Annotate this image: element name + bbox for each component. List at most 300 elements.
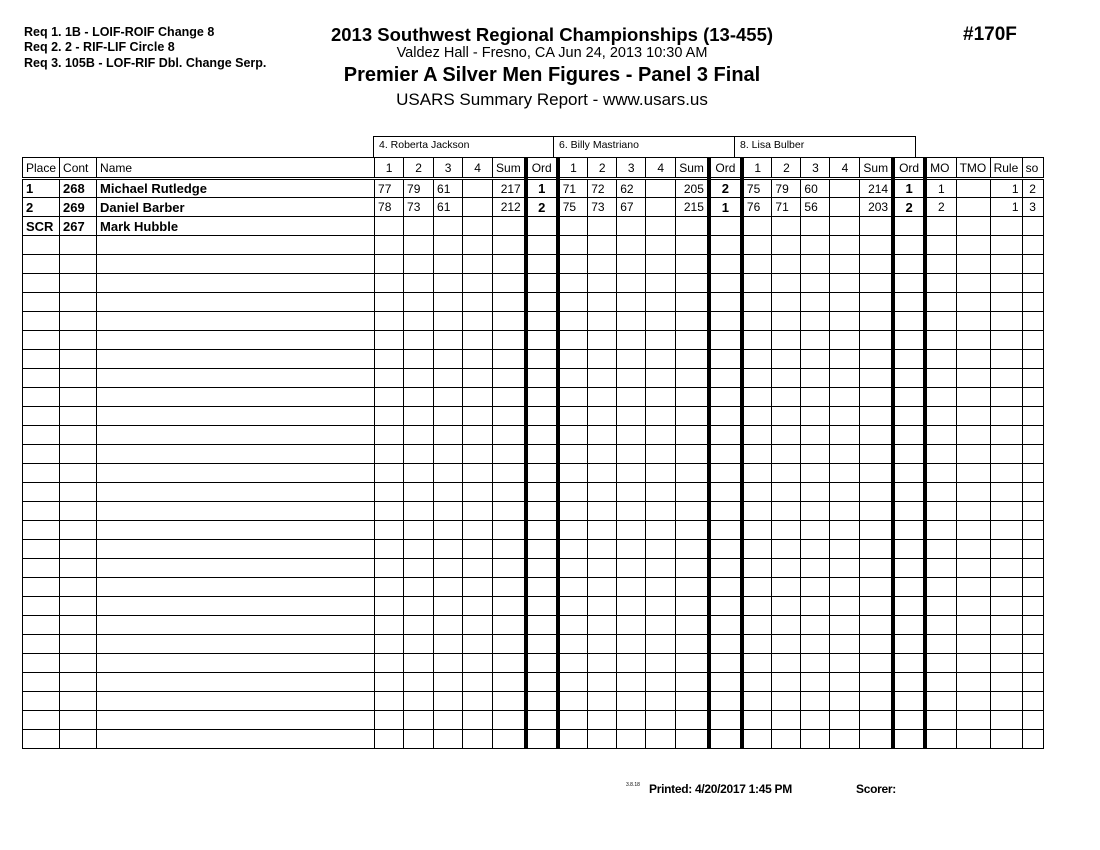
- empty-cell: [893, 255, 925, 274]
- empty-cell: [588, 255, 617, 274]
- empty-cell: [860, 711, 893, 730]
- empty-cell: [772, 597, 801, 616]
- score-3-cell: [434, 217, 463, 236]
- empty-cell: [709, 692, 742, 711]
- empty-cell: [646, 388, 676, 407]
- empty-cell: [558, 369, 588, 388]
- empty-cell: [97, 407, 375, 426]
- empty-cell: [801, 540, 830, 559]
- empty-cell: [676, 312, 709, 331]
- empty-cell: [801, 692, 830, 711]
- empty-row: [23, 312, 1044, 331]
- empty-cell: [463, 578, 493, 597]
- empty-cell: [830, 635, 860, 654]
- empty-cell: [956, 578, 990, 597]
- empty-cell: [1022, 236, 1043, 255]
- empty-cell: [801, 293, 830, 312]
- empty-cell: [375, 407, 404, 426]
- empty-cell: [801, 236, 830, 255]
- empty-cell: [830, 521, 860, 540]
- empty-cell: [588, 312, 617, 331]
- empty-cell: [956, 616, 990, 635]
- empty-cell: [375, 635, 404, 654]
- empty-cell: [742, 312, 772, 331]
- venue-line: Valdez Hall - Fresno, CA Jun 24, 2013 10:30 AM: [396, 45, 708, 61]
- empty-cell: [558, 711, 588, 730]
- empty-cell: [617, 673, 646, 692]
- empty-cell: [463, 540, 493, 559]
- empty-row: [23, 445, 1044, 464]
- col-j3-ord: Ord: [893, 158, 925, 179]
- empty-cell: [990, 502, 1022, 521]
- empty-cell: [23, 331, 60, 350]
- empty-cell: [97, 578, 375, 597]
- event-number: #170F: [963, 24, 1017, 45]
- empty-cell: [772, 711, 801, 730]
- empty-cell: [893, 426, 925, 445]
- empty-cell: [97, 331, 375, 350]
- empty-cell: [801, 711, 830, 730]
- empty-cell: [772, 483, 801, 502]
- empty-cell: [493, 673, 526, 692]
- empty-cell: [97, 502, 375, 521]
- empty-cell: [742, 369, 772, 388]
- empty-cell: [404, 445, 434, 464]
- empty-cell: [97, 293, 375, 312]
- empty-cell: [588, 483, 617, 502]
- empty-cell: [526, 464, 558, 483]
- empty-cell: [646, 635, 676, 654]
- ord-cell: [526, 217, 558, 236]
- empty-cell: [60, 407, 97, 426]
- empty-cell: [646, 559, 676, 578]
- empty-cell: [742, 559, 772, 578]
- empty-cell: [676, 502, 709, 521]
- empty-cell: [646, 236, 676, 255]
- empty-cell: [801, 464, 830, 483]
- empty-cell: [463, 692, 493, 711]
- empty-cell: [60, 312, 97, 331]
- empty-cell: [617, 483, 646, 502]
- empty-cell: [830, 483, 860, 502]
- empty-cell: [860, 521, 893, 540]
- empty-cell: [23, 559, 60, 578]
- empty-cell: [526, 540, 558, 559]
- empty-cell: [860, 464, 893, 483]
- score-1-cell: 75: [558, 198, 588, 217]
- empty-cell: [23, 464, 60, 483]
- empty-cell: [617, 692, 646, 711]
- empty-row: [23, 464, 1044, 483]
- empty-cell: [990, 711, 1022, 730]
- empty-cell: [1022, 293, 1043, 312]
- col-j2-4: 4: [646, 158, 676, 179]
- empty-cell: [801, 635, 830, 654]
- empty-cell: [990, 445, 1022, 464]
- empty-cell: [990, 312, 1022, 331]
- empty-cell: [956, 730, 990, 749]
- empty-cell: [588, 559, 617, 578]
- empty-cell: [860, 407, 893, 426]
- empty-cell: [1022, 692, 1043, 711]
- empty-cell: [772, 654, 801, 673]
- empty-cell: [404, 407, 434, 426]
- empty-cell: [23, 388, 60, 407]
- empty-cell: [558, 540, 588, 559]
- empty-cell: [646, 673, 676, 692]
- empty-cell: [676, 274, 709, 293]
- empty-cell: [617, 274, 646, 293]
- empty-row: [23, 407, 1044, 426]
- so-cell: [1022, 217, 1043, 236]
- score-4-cell: [830, 217, 860, 236]
- empty-cell: [375, 616, 404, 635]
- empty-cell: [925, 236, 956, 255]
- empty-cell: [676, 559, 709, 578]
- empty-cell: [617, 464, 646, 483]
- empty-cell: [925, 369, 956, 388]
- empty-cell: [990, 730, 1022, 749]
- empty-cell: [676, 350, 709, 369]
- empty-cell: [558, 331, 588, 350]
- judge-name: 4. Roberta Jackson: [379, 139, 470, 151]
- empty-cell: [925, 635, 956, 654]
- empty-cell: [404, 331, 434, 350]
- empty-cell: [709, 540, 742, 559]
- empty-cell: [925, 521, 956, 540]
- empty-cell: [60, 654, 97, 673]
- empty-cell: [772, 464, 801, 483]
- empty-cell: [526, 407, 558, 426]
- empty-cell: [860, 578, 893, 597]
- empty-cell: [801, 407, 830, 426]
- empty-cell: [709, 654, 742, 673]
- empty-cell: [493, 597, 526, 616]
- empty-cell: [463, 255, 493, 274]
- empty-cell: [990, 331, 1022, 350]
- empty-cell: [526, 578, 558, 597]
- empty-cell: [493, 369, 526, 388]
- empty-cell: [956, 540, 990, 559]
- empty-cell: [558, 673, 588, 692]
- empty-cell: [830, 236, 860, 255]
- empty-cell: [709, 274, 742, 293]
- empty-cell: [990, 616, 1022, 635]
- empty-cell: [404, 635, 434, 654]
- empty-cell: [1022, 407, 1043, 426]
- empty-cell: [375, 312, 404, 331]
- empty-cell: [772, 255, 801, 274]
- event-title: Premier A Silver Men Figures - Panel 3 Final: [343, 64, 761, 86]
- empty-cell: [463, 369, 493, 388]
- name-cell: Daniel Barber: [97, 198, 375, 217]
- empty-cell: [23, 350, 60, 369]
- score-1-cell: [375, 217, 404, 236]
- empty-cell: [990, 597, 1022, 616]
- empty-cell: [375, 388, 404, 407]
- empty-cell: [860, 388, 893, 407]
- empty-cell: [990, 673, 1022, 692]
- empty-cell: [60, 445, 97, 464]
- empty-cell: [558, 293, 588, 312]
- empty-cell: [434, 255, 463, 274]
- score-3-cell: [801, 217, 830, 236]
- empty-cell: [588, 464, 617, 483]
- empty-cell: [801, 521, 830, 540]
- empty-cell: [493, 502, 526, 521]
- empty-cell: [830, 578, 860, 597]
- empty-cell: [463, 730, 493, 749]
- empty-cell: [925, 407, 956, 426]
- empty-cell: [742, 616, 772, 635]
- requirement-3: Req 3. 105B - LOF-RIF Dbl. Change Serp.: [24, 56, 267, 70]
- empty-cell: [772, 426, 801, 445]
- empty-cell: [404, 293, 434, 312]
- empty-cell: [375, 654, 404, 673]
- empty-cell: [772, 730, 801, 749]
- judge-header-1: [373, 136, 554, 157]
- empty-cell: [893, 730, 925, 749]
- so-cell: 3: [1022, 198, 1043, 217]
- empty-cell: [925, 350, 956, 369]
- empty-cell: [772, 293, 801, 312]
- empty-cell: [860, 350, 893, 369]
- place-cell: SCR: [23, 217, 60, 236]
- empty-cell: [60, 578, 97, 597]
- empty-cell: [830, 331, 860, 350]
- ord-cell: [709, 217, 742, 236]
- empty-cell: [676, 255, 709, 274]
- empty-cell: [1022, 559, 1043, 578]
- empty-cell: [558, 483, 588, 502]
- empty-cell: [742, 293, 772, 312]
- empty-cell: [97, 673, 375, 692]
- empty-cell: [830, 255, 860, 274]
- empty-cell: [860, 654, 893, 673]
- score-3-cell: 62: [617, 179, 646, 198]
- score-3-cell: 60: [801, 179, 830, 198]
- empty-cell: [956, 331, 990, 350]
- empty-cell: [404, 521, 434, 540]
- empty-cell: [1022, 445, 1043, 464]
- empty-cell: [404, 274, 434, 293]
- empty-cell: [956, 635, 990, 654]
- empty-cell: [925, 483, 956, 502]
- mo-cell: 1: [925, 179, 956, 198]
- empty-cell: [526, 369, 558, 388]
- empty-cell: [646, 578, 676, 597]
- empty-row: [23, 502, 1044, 521]
- empty-cell: [60, 464, 97, 483]
- empty-cell: [742, 236, 772, 255]
- empty-cell: [676, 578, 709, 597]
- empty-cell: [493, 540, 526, 559]
- empty-cell: [23, 502, 60, 521]
- empty-cell: [434, 464, 463, 483]
- empty-cell: [588, 692, 617, 711]
- empty-cell: [375, 369, 404, 388]
- empty-cell: [925, 559, 956, 578]
- score-3-cell: [617, 217, 646, 236]
- empty-cell: [860, 597, 893, 616]
- empty-cell: [558, 274, 588, 293]
- empty-cell: [772, 521, 801, 540]
- empty-cell: [588, 616, 617, 635]
- requirement-1: Req 1. 1B - LOIF-ROIF Change 8: [24, 25, 215, 39]
- empty-cell: [772, 616, 801, 635]
- empty-cell: [676, 445, 709, 464]
- empty-cell: [493, 331, 526, 350]
- judge-header-2: [553, 136, 735, 157]
- empty-cell: [375, 578, 404, 597]
- empty-cell: [709, 293, 742, 312]
- empty-cell: [463, 711, 493, 730]
- requirement-2: Req 2. 2 - RIF-LIF Circle 8: [24, 40, 175, 54]
- empty-cell: [646, 502, 676, 521]
- tmo-cell: [956, 179, 990, 198]
- empty-cell: [956, 350, 990, 369]
- empty-cell: [956, 369, 990, 388]
- empty-cell: [526, 483, 558, 502]
- empty-cell: [772, 635, 801, 654]
- empty-cell: [558, 635, 588, 654]
- empty-cell: [1022, 255, 1043, 274]
- empty-cell: [801, 312, 830, 331]
- empty-row: [23, 293, 1044, 312]
- empty-row: [23, 578, 1044, 597]
- empty-cell: [1022, 578, 1043, 597]
- empty-cell: [990, 578, 1022, 597]
- empty-row: [23, 730, 1044, 749]
- empty-cell: [375, 331, 404, 350]
- empty-cell: [558, 502, 588, 521]
- empty-cell: [463, 426, 493, 445]
- empty-row: [23, 711, 1044, 730]
- empty-cell: [742, 597, 772, 616]
- col-j2-ord: Ord: [709, 158, 742, 179]
- col-j1-sum: Sum: [493, 158, 526, 179]
- score-2-cell: 72: [588, 179, 617, 198]
- empty-cell: [60, 388, 97, 407]
- place-cell: 1: [23, 179, 60, 198]
- empty-cell: [617, 654, 646, 673]
- empty-cell: [1022, 616, 1043, 635]
- empty-row: [23, 521, 1044, 540]
- empty-cell: [60, 255, 97, 274]
- empty-cell: [558, 597, 588, 616]
- empty-cell: [709, 673, 742, 692]
- empty-cell: [526, 711, 558, 730]
- score-1-cell: 75: [742, 179, 772, 198]
- empty-cell: [375, 483, 404, 502]
- report-title: USARS Summary Report - www.usars.us: [396, 90, 708, 109]
- empty-cell: [404, 616, 434, 635]
- empty-cell: [646, 597, 676, 616]
- empty-cell: [60, 426, 97, 445]
- empty-cell: [893, 236, 925, 255]
- empty-cell: [956, 559, 990, 578]
- empty-cell: [558, 521, 588, 540]
- empty-cell: [375, 521, 404, 540]
- name-cell: Michael Rutledge: [97, 179, 375, 198]
- empty-cell: [493, 350, 526, 369]
- empty-cell: [60, 559, 97, 578]
- empty-cell: [493, 293, 526, 312]
- empty-cell: [925, 730, 956, 749]
- empty-cell: [375, 274, 404, 293]
- empty-cell: [617, 331, 646, 350]
- empty-cell: [463, 464, 493, 483]
- empty-cell: [526, 388, 558, 407]
- empty-cell: [404, 502, 434, 521]
- place-cell: 2: [23, 198, 60, 217]
- empty-row: [23, 236, 1044, 255]
- empty-cell: [60, 236, 97, 255]
- empty-cell: [646, 369, 676, 388]
- empty-row: [23, 597, 1044, 616]
- col-place: Place: [23, 158, 60, 179]
- empty-cell: [676, 711, 709, 730]
- empty-cell: [925, 426, 956, 445]
- empty-cell: [558, 445, 588, 464]
- empty-cell: [742, 388, 772, 407]
- empty-cell: [956, 597, 990, 616]
- col-rule: Rule: [990, 158, 1022, 179]
- empty-cell: [60, 616, 97, 635]
- score-1-cell: [558, 217, 588, 236]
- empty-cell: [526, 521, 558, 540]
- empty-cell: [558, 730, 588, 749]
- empty-cell: [742, 730, 772, 749]
- empty-cell: [375, 502, 404, 521]
- empty-cell: [23, 293, 60, 312]
- empty-cell: [742, 407, 772, 426]
- empty-cell: [617, 578, 646, 597]
- empty-cell: [493, 445, 526, 464]
- empty-cell: [893, 654, 925, 673]
- empty-cell: [526, 502, 558, 521]
- empty-cell: [434, 312, 463, 331]
- empty-cell: [434, 407, 463, 426]
- tmo-cell: [956, 198, 990, 217]
- empty-cell: [60, 274, 97, 293]
- score-1-cell: 77: [375, 179, 404, 198]
- empty-cell: [860, 369, 893, 388]
- empty-cell: [1022, 312, 1043, 331]
- empty-row: [23, 540, 1044, 559]
- empty-cell: [709, 578, 742, 597]
- empty-cell: [23, 521, 60, 540]
- sum-cell: 214: [860, 179, 893, 198]
- empty-cell: [23, 730, 60, 749]
- empty-cell: [860, 426, 893, 445]
- empty-cell: [801, 654, 830, 673]
- mo-cell: 2: [925, 198, 956, 217]
- empty-cell: [463, 274, 493, 293]
- empty-cell: [588, 540, 617, 559]
- col-name: Name: [97, 158, 375, 179]
- empty-cell: [463, 293, 493, 312]
- empty-cell: [463, 616, 493, 635]
- empty-cell: [925, 597, 956, 616]
- empty-cell: [830, 274, 860, 293]
- empty-cell: [801, 426, 830, 445]
- empty-cell: [709, 236, 742, 255]
- empty-cell: [588, 597, 617, 616]
- empty-cell: [526, 597, 558, 616]
- empty-cell: [404, 711, 434, 730]
- empty-cell: [526, 426, 558, 445]
